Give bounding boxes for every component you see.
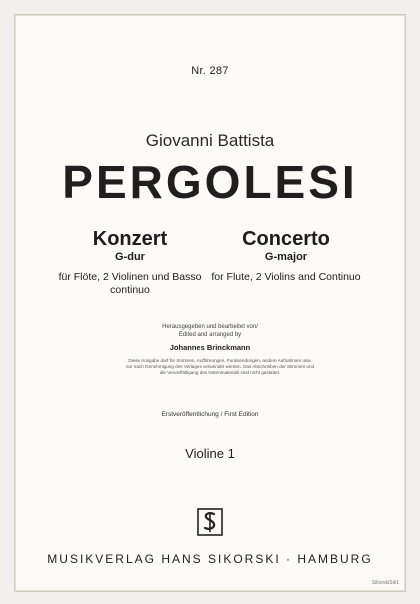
score-cover [14,14,406,592]
editor-line-german: Herausgegeben und bearbeitet von/ [162,324,258,330]
english-instrumentation: for Flute, 2 Violins and Continuo [211,271,361,283]
composer-surname: PERGOLESI [62,156,358,208]
german-title: Konzert [92,228,168,250]
composer-first-names: Giovanni Battista [145,131,275,150]
editor-name: Johannes Brinckmann [169,343,251,352]
part-name: Violine 1 [185,446,235,461]
catalog-sku: SikorskiSik1 [371,580,399,586]
publisher-name: MUSIKVERLAG HANS SIKORSKI · HAMBURG [47,552,373,566]
publisher-logo-icon [197,508,223,536]
rights-notice: Diese Ausgabe darf für Stimmen, Aufführungen, Funksendungen, andere Aufnahmen usw. nur nach Genehmigung des Verlages verwendet werden. Das Abschreiben der Stimmen und die Vervielfältigung des Notenmaterials sind nicht gestattet. [125,358,315,375]
catalog-number: Nr. 287 [191,65,229,77]
edition-note: Erstveröffentlichung / First Edition [161,411,259,418]
english-title: Concerto [242,228,330,250]
editor-line-english: Edited and arranged by [178,332,242,338]
german-title-block [55,228,205,297]
german-instrumentation: für Flöte, 2 Violinen und Basso continuo [58,271,202,296]
english-title-block [211,228,361,284]
german-key: G-dur [115,251,145,263]
english-key: G-major [264,251,308,263]
